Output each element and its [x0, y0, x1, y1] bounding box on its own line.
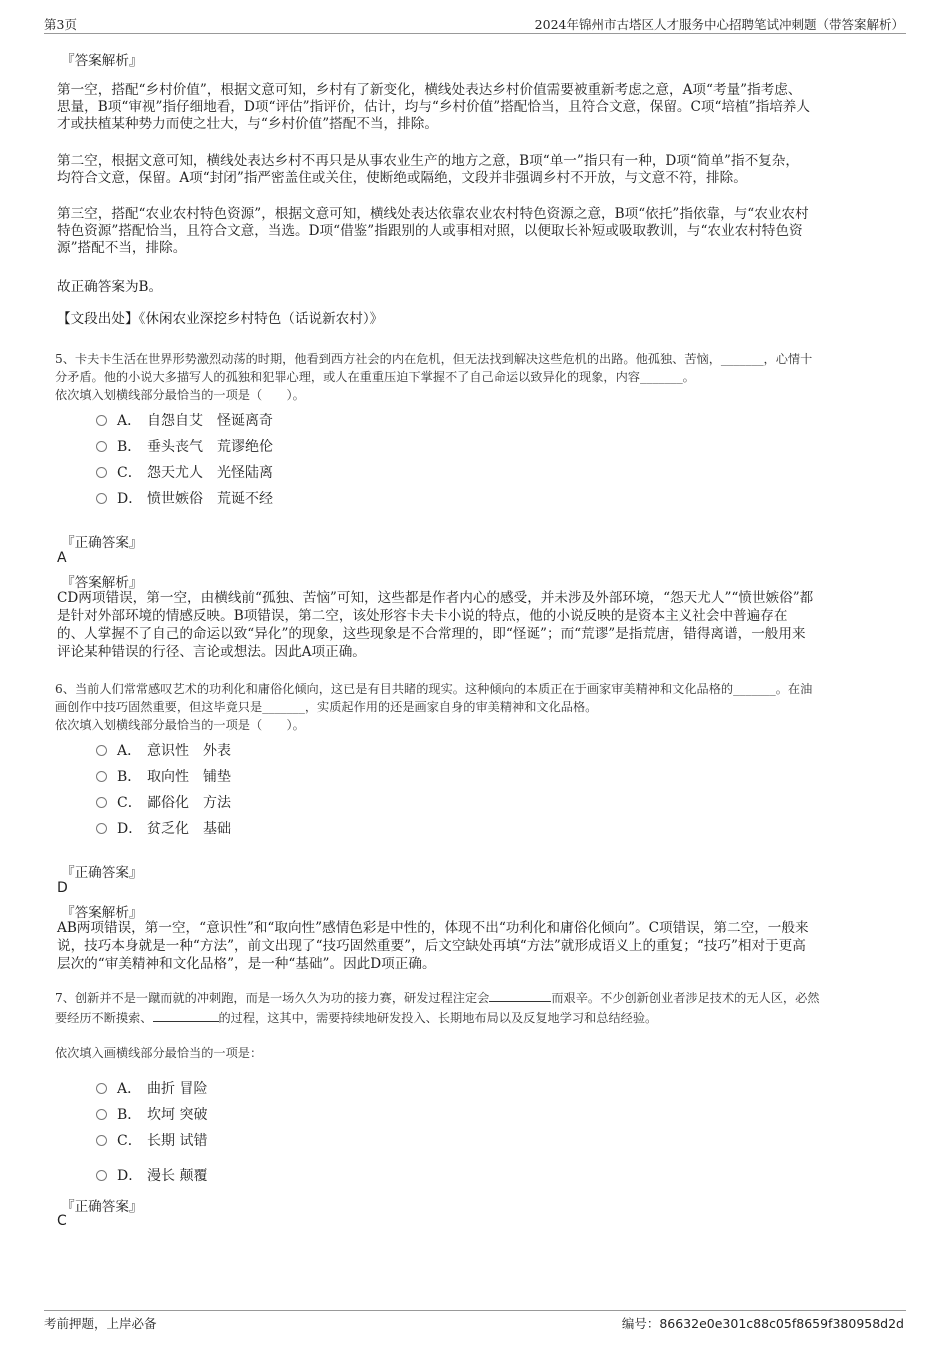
q4-conclusion: 故正确答案为B。 — [57, 279, 163, 295]
footer-slogan: 考前押题，上岸必备 — [44, 1316, 157, 1331]
q6-option-c[interactable]: C． 鄙俗化 方法 — [96, 793, 231, 813]
q5-stem: 5、卡夫卡生活在世界形势激烈动荡的时期，他看到西方社会的内在危机，但无法找到解决这些危机的出路。他孤独、苦恼，_______，心情十 分矛盾。他的小说大多描写人的孤独和犯罪心理，或人在重重压迫下掌握不了自己命运以致异化的现象，内容_______。 依次填入划横线部分最恰当的一项是（ ）。 — [55, 352, 813, 402]
q4-analysis-paragraph-3: 第三空，搭配“农业农村特色资源”，根据文意可知，横线处表达依靠农业农村特色资源之意，B项“依托”指依靠，与“农业农村 特色资源”搭配恰当，且符合文意，当选。D项“借鉴”指跟别的人或事相对照，以便取长补短或吸取教训，与“农业农村特色资 源”搭配不当，排除。 — [57, 206, 809, 256]
q5-option-d[interactable]: D． 愤世嫉俗 荒诞不经 — [96, 489, 273, 509]
q6-answer-label: 『正确答案』 — [61, 865, 143, 881]
footer-code: 编号：86632e0e301c88c05f8659f380958d2d — [621, 1316, 904, 1331]
q5-answer-label: 『正确答案』 — [61, 535, 143, 551]
q7-option-a[interactable]: A． 曲折 冒险 — [96, 1079, 207, 1099]
q7-option-b[interactable]: B． 坎坷 突破 — [96, 1105, 207, 1125]
header-rule — [44, 33, 906, 34]
q5-option-c[interactable]: C． 怨天尤人 光怪陆离 — [96, 463, 273, 483]
q5-option-b[interactable]: B． 垂头丧气 荒谬绝伦 — [96, 437, 273, 457]
radio-icon[interactable] — [96, 1170, 107, 1181]
radio-icon[interactable] — [96, 1083, 107, 1094]
q6-option-d[interactable]: D． 贫乏化 基础 — [96, 819, 231, 839]
page-number: 第3页 — [44, 17, 77, 32]
radio-icon[interactable] — [96, 467, 107, 478]
q7-blank-1 — [489, 989, 551, 1002]
radio-icon[interactable] — [96, 415, 107, 426]
q6-analysis: AB两项错误，第一空，“意识性”和“取向性”感情色彩是中性的，体现不出“功利化和庸俗化倾向”。C项错误，第二空，一般来 说，技巧本身就是一种“方法”，前文出现了“技巧固然重要”，后文空缺处再填“方法”就形成语义上的重复；“技巧”相对于更高 层次的“审美精神和文化品格”，是一种“基础”。因此D项正确。 — [57, 920, 809, 972]
q4-analysis-paragraph-2: 第二空，根据文意可知，横线处表达乡村不再只是从事农业生产的地方之意，B项“单一”指只有一种，D项“简单”指不复杂， 均符合文意，保留。A项“封闭”指严密盖住或关住，使断绝或隔绝，文段并非强调乡村不开放，与文意不符，排除。 — [57, 153, 799, 186]
q7-option-c[interactable]: C． 长期 试错 — [96, 1131, 207, 1151]
q7-blank-2 — [153, 1009, 219, 1022]
q5-blank-1: _______ — [720, 352, 764, 366]
q6-blank-2: _______ — [262, 700, 305, 714]
q5-analysis-label: 『答案解析』 — [61, 575, 143, 591]
q6-stem: 6、当前人们常常感叹艺术的功利化和庸俗化倾向，这已是有目共睹的现实。这种倾向的本质正在于画家审美精神和文化品格的_______。在油 画创作中技巧固然重要，但这毕竟只是_______，实质起作用的还是画家自身的审美精神和文化品格。 依次填入划横线部分最恰当的一项是（ ）。 — [55, 682, 813, 732]
q4-source: 【文段出处】《休闲农业深挖乡村特色（话说新农村）》 — [57, 311, 384, 327]
q6-analysis-label: 『答案解析』 — [61, 905, 143, 921]
q6-answer: D — [57, 880, 68, 896]
q5-option-a[interactable]: A． 自怨自艾 怪诞离奇 — [96, 411, 273, 431]
radio-icon[interactable] — [96, 493, 107, 504]
q5-blank-2: _______ — [640, 370, 683, 384]
document-title: 2024年锦州市古塔区人才服务中心招聘笔试冲刺题（带答案解析） — [534, 17, 904, 32]
q7-answer: C — [57, 1213, 67, 1229]
q7-answer-label: 『正确答案』 — [61, 1199, 143, 1215]
radio-icon[interactable] — [96, 797, 107, 808]
radio-icon[interactable] — [96, 745, 107, 756]
q7-option-d[interactable]: D． 漫长 颠覆 — [96, 1166, 207, 1186]
q6-option-b[interactable]: B． 取向性 铺垫 — [96, 767, 231, 787]
q7-prompt: 依次填入画横线部分最恰当的一项是： — [55, 1046, 263, 1060]
radio-icon[interactable] — [96, 1135, 107, 1146]
q4-analysis-label: 『答案解析』 — [61, 53, 143, 69]
q4-analysis-paragraph-1: 第一空，搭配“乡村价值”，根据文意可知，乡村有了新变化，横线处表达乡村价值需要被重新考虑之意，A项“考量”指考虑、 思量，B项“审视”指仔细地看，D项“评估”指评价，估计，均与“乡村价值”搭配恰当，且符合文意，保留。C项“培植”指培养人 才或扶植某种势力而使之壮大，与“乡村价值”搭配不当，排除。 — [57, 82, 810, 132]
q6-blank-1: _______ — [733, 682, 776, 696]
radio-icon[interactable] — [96, 1109, 107, 1120]
q5-analysis: CD两项错误，第一空，由横线前“孤独、苦恼”可知，这些都是作者内心的感受，并未涉及外部环境，“怨天尤人”“愤世嫉俗”都 是针对外部环境的情感反映。B项错误，第二空，该处形容卡夫卡小说的特点，他的小说反映的是资本主义社会中普遍存在 的、人掌握不了自己的命运以致“异化”的现象，这些现象是不合常理的，即“怪诞”；而“荒谬”是指荒唐，错得离谱，一般用来 评论某种错误的行径、言论或想法。因此A项正确。 — [57, 590, 814, 660]
q7-stem: 7、创新并不是一蹴而就的冲刺跑，而是一场久久为功的接力赛，研发过程注定会 而艰辛。不少创新创业者涉足技术的无人区，必然 要经历不断摸索、 的过程，这其中，需要持续地研发投入、长期地布局以及反复地学习和总结经验。 — [55, 991, 820, 1025]
radio-icon[interactable] — [96, 823, 107, 834]
radio-icon[interactable] — [96, 771, 107, 782]
radio-icon[interactable] — [96, 441, 107, 452]
q6-option-a[interactable]: A． 意识性 外表 — [96, 741, 231, 761]
footer-rule — [44, 1310, 906, 1311]
q5-answer: A — [57, 550, 67, 566]
